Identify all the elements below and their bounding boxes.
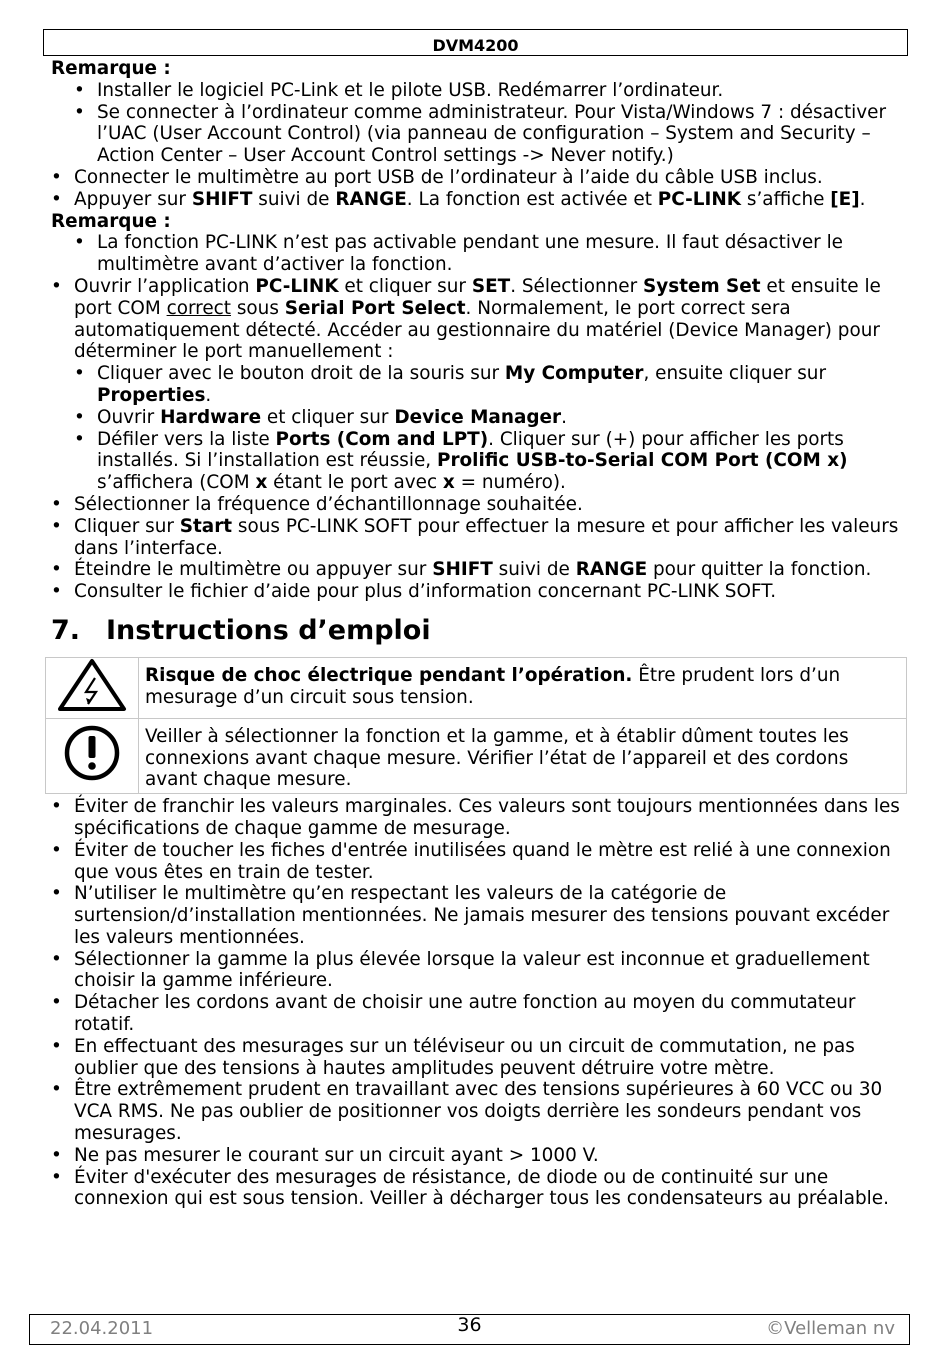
list-item: • Cliquer sur Start sous PC-LINK SOFT pour effectuer la mesure et pour afficher les valeurs dans l’interface.: [51, 516, 911, 560]
icon-cell: [46, 718, 139, 793]
sub-list: [74, 363, 911, 494]
list-item: • Connecter le multimètre au port USB de l’ordinateur à l’aide du câble USB inclus.: [51, 167, 911, 189]
remark-list: [74, 232, 911, 276]
list-item: • Sélectionner la gamme la plus élevée lorsque la valeur est inconnue et graduellement choisir la gamme inférieure.: [51, 949, 911, 993]
section-number: 7.: [51, 614, 81, 646]
instruction-list: [51, 167, 911, 211]
page-content: [51, 58, 911, 1210]
warning-table: [45, 657, 907, 794]
list-item: • N’utiliser le multimètre qu’en respectant les valeurs de la catégorie de surtension/d’installation mentionnées. Ne jamais mesurer des tensions pouvant excéder les valeurs mentionnées.: [51, 883, 911, 948]
list-item: • Être extrêmement prudent en travaillant avec des tensions supérieures à 60 VCC ou 30 VCA RMS. Ne pas oublier de positionner vos doigts derrière les sondeurs pendant vos mesurages.: [51, 1079, 911, 1144]
list-item: • Cliquer avec le bouton droit de la souris sur My Computer, ensuite cliquer sur Properties.: [74, 363, 911, 407]
footer-date: 22.04.2011: [50, 1318, 154, 1339]
list-item: • La fonction PC-LINK n’est pas activable pendant une mesure. Il faut désactiver le multimètre avant d’activer la fonction.: [74, 232, 911, 276]
list-item: • Détacher les cordons avant de choisir une autre fonction au moyen du commutateur rotatif.: [51, 992, 911, 1036]
list-item: • Ouvrir Hardware et cliquer sur Device Manager.: [74, 407, 911, 429]
list-item: • Consulter le fichier d’aide pour plus d’information concernant PC-LINK SOFT.: [51, 581, 911, 603]
section-heading: [51, 615, 911, 647]
icon-cell: [46, 657, 139, 718]
electric-shock-warning-icon: [57, 658, 127, 712]
table-row: [46, 657, 907, 718]
list-item: • Éteindre le multimètre ou appuyer sur SHIFT suivi de RANGE pour quitter la fonction.: [51, 559, 911, 581]
list-item: • Éviter d'exécuter des mesurages de résistance, de diode ou de continuité sur une connexion qui est sous tension. Veiller à décharger tous les condensateurs au préalable.: [51, 1167, 911, 1211]
caution-text: Veiller à sélectionner la fonction et la gamme, et à établir dûment toutes les connexions avant chaque mesure. Vérifier l’état de l’appareil et des cordons avant chaque mesure.: [139, 718, 907, 793]
page-number: 36: [457, 1314, 482, 1336]
list-item: • Éviter de franchir les valeurs marginales. Ces valeurs sont toujours mentionnées dans les spécifications de chaque gamme de mesurage.: [51, 796, 911, 840]
list-item: • Installer le logiciel PC-Link et le pilote USB. Redémarrer l’ordinateur.: [74, 80, 911, 102]
list-item: • Sélectionner la fréquence d’échantillonnage souhaitée.: [51, 494, 911, 516]
operating-instructions-list: [51, 796, 911, 1210]
list-item: • Ne pas mesurer le courant sur un circuit ayant > 1000 V.: [51, 1145, 911, 1167]
footer-copyright: ©Velleman nv: [766, 1318, 895, 1339]
list-item: • Défiler vers la liste Ports (Com and LPT). Cliquer sur (+) pour afficher les ports installés. Si l’installation est réussie, Prolific USB-to-Serial COM Port (COM x) s’affichera (COM x étant le port avec x = numéro).: [74, 429, 911, 494]
remark-heading: Remarque :: [51, 58, 171, 79]
list-item: • Ouvrir l’application PC-LINK et cliquer sur SET. Sélectionner System Set et ensuite le port COM correct sous Serial Port Select. Normalement, le port correct sera automatiquement détecté. Accéder au gestionnaire du matériel (Device Manager) pour déterminer le port manuellement : • Cliquer avec le bouton droit de la souris sur My Computer, ensuite cliquer sur Properties. • Ouvrir Hardware et cliquer sur Device Manager. • Défiler vers la liste Ports (Com and LPT). Cliquer sur (+) pour afficher les ports installés. Si l’installation est réussie, Prolific USB-to-Serial COM Port (COM x) s’affichera (COM x étant le port avec x = numéro).: [51, 276, 911, 494]
instruction-list: [51, 276, 911, 603]
page-footer: [29, 1314, 910, 1345]
exclamation-icon: [62, 723, 122, 783]
remark-list: [74, 80, 911, 167]
remark-heading: Remarque :: [51, 210, 171, 232]
list-item: • Appuyer sur SHIFT suivi de RANGE. La fonction est activée et PC-LINK s’affiche [E].: [51, 189, 911, 211]
list-item: • Éviter de toucher les fiches d'entrée inutilisées quand le mètre est relié à une connexion que vous êtes en train de tester.: [51, 840, 911, 884]
table-row: [46, 718, 907, 793]
list-item: • En effectuant des mesurages sur un téléviseur ou un circuit de commutation, ne pas oublier que des tensions à hautes amplitudes peuvent détruire votre mètre.: [51, 1036, 911, 1080]
model-name: DVM4200: [432, 36, 519, 55]
page-header: [43, 29, 908, 56]
section-title: Instructions d’emploi: [106, 614, 431, 646]
warning-text: Risque de choc électrique pendant l’opération. Être prudent lors d’un mesurage d’un circuit sous tension.: [139, 657, 907, 718]
list-item: • Se connecter à l’ordinateur comme administrateur. Pour Vista/Windows 7 : désactiver l’UAC (User Account Control) (via panneau de configuration – System and Security – Action Center – User Account Control settings -> Never notify.): [74, 102, 911, 167]
